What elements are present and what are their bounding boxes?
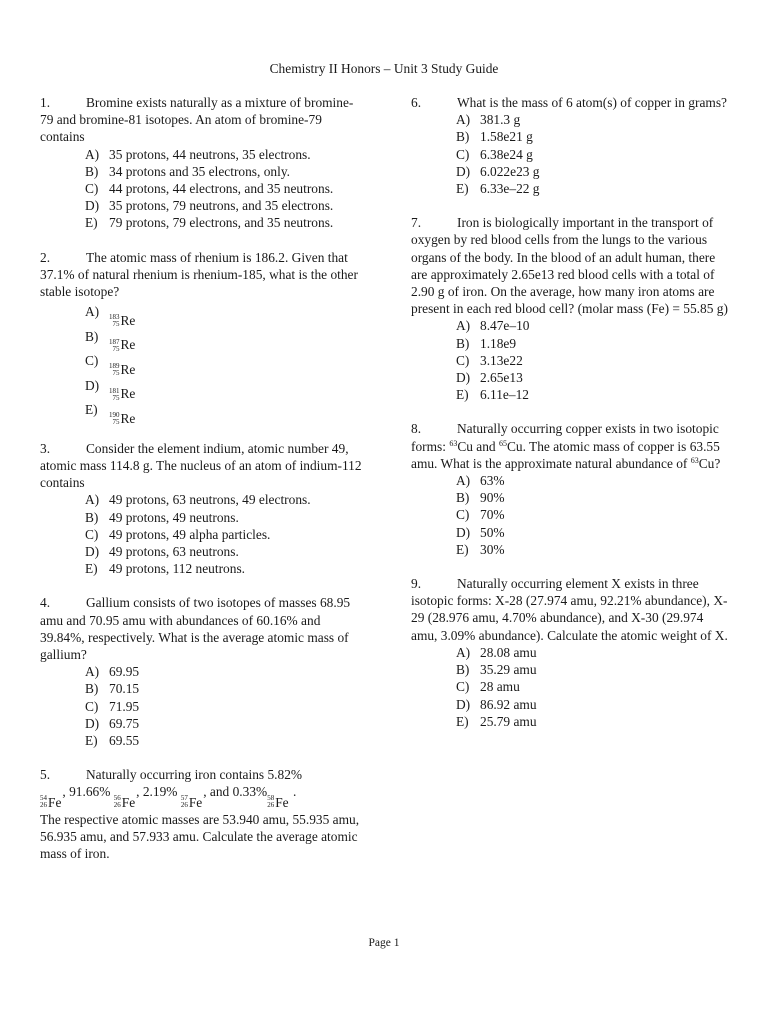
question-stem: Naturally occurring element X exists in three isotopic forms: X-28 (27.974 amu, 92.21% abundance), X-29 (28.976 amu, 4.70% abundance), and X-30 (29.974 amu, 3.09% abundance). Calculate the atomic weight of X. [411, 576, 728, 643]
answer-option-c[interactable]: C) 70% [456, 507, 505, 523]
nuclide-symbol: 190 75 Re [109, 410, 136, 427]
nuclide-symbol: 58 26 Fe [267, 794, 289, 810]
question-stem: Iron is biologically important in the transport of oxygen by red blood cells from the lungs to the various organs of the body. In the blood of an adult human, there are approximately 2.65e13 red blood cells with a total of 2.90 g of iron. On the average, how many iron atoms are present in each red blood cell? (molar mass (Fe) = 55.85 g) [411, 215, 728, 317]
question-6 [411, 94, 733, 197]
question-number: 5. [40, 767, 51, 783]
question-number: 8. [411, 421, 422, 437]
answer-option-e[interactable]: E) 190 75 Re [40, 398, 362, 423]
answer-options [40, 300, 362, 427]
answer-option-d[interactable]: D) 69.75 [85, 715, 140, 731]
question-stem: Naturally occurring iron contains 5.82% [86, 767, 303, 783]
answer-option-c[interactable]: C) 71.95 [85, 698, 140, 714]
answer-option-b[interactable]: B) 49 protons, 49 neutrons. [85, 509, 239, 525]
nuclide-symbol: 54 26 Fe [40, 794, 62, 810]
question-7 [411, 214, 733, 403]
question-stem: Bromine exists naturally as a mixture of bromine-79 and bromine-81 isotopes. An atom of bromine-79 contains [40, 95, 354, 145]
question-1 [40, 94, 362, 232]
isotope-mass-superscript: 63 [690, 455, 699, 465]
answer-option-b[interactable]: B) 1.18e9 [456, 335, 517, 351]
right-column [411, 94, 733, 747]
answer-option-c[interactable]: C) 49 protons, 49 alpha particles. [85, 526, 271, 542]
answer-options [40, 146, 362, 232]
question-stem: What is the mass of 6 atom(s) of copper in grams? [457, 95, 727, 110]
question-number: 2. [40, 249, 51, 265]
answer-option-b[interactable]: B) 90% [456, 490, 505, 506]
answer-option-a[interactable]: A) 28.08 amu [456, 644, 537, 660]
question-2 [40, 249, 362, 427]
answer-option-c[interactable]: C) 3.13e22 [456, 352, 523, 368]
answer-option-a[interactable]: A) 183 75 Re [40, 300, 362, 325]
answer-option-b[interactable]: B) 187 75 Re [40, 325, 362, 350]
question-8: 8. Naturally occurring copper exists in two isotopic forms: $^{63}$Cu and $^{65}$Cu. The atomic mass of copper is 63.55 amu. What is the approximate natural abundance of $^{63}$Cu? A) 63% B) 90% C) 70% D) 50% E) 30% [411, 420, 733, 558]
answer-option-c[interactable]: C) 28 amu [456, 679, 520, 695]
question-number: 3. [40, 440, 51, 456]
answer-option-d[interactable]: D) 35 protons, 79 neutrons, and 35 electrons. [85, 198, 334, 214]
question-stem-continued: The respective atomic masses are 53.940 amu, 55.935 amu, 56.935 amu, and 57.933 amu. Calculate the average atomic mass of iron. [40, 812, 360, 862]
left-column [40, 94, 362, 880]
question-stem: The atomic mass of rhenium is 186.2. Given that 37.1% of natural rhenium is rhenium-185, what is the other stable isotope? [40, 249, 358, 300]
answer-option-a[interactable]: A) 49 protons, 63 neutrons, 49 electrons. [85, 492, 311, 508]
answer-option-b[interactable]: B) 35.29 amu [456, 662, 537, 678]
answer-option-b[interactable]: B) 70.15 [85, 681, 140, 697]
question-number: 6. [411, 95, 422, 110]
answer-options [40, 663, 362, 749]
answer-option-c[interactable]: C) 6.38e24 g [456, 146, 533, 162]
answer-options [40, 491, 362, 577]
answer-options [411, 111, 733, 197]
question-number: 1. [40, 95, 51, 110]
nuclide-symbol: 56 26 Fe [113, 794, 136, 810]
question-stem: Consider the element indium, atomic number 49, atomic mass 114.8 g. The nucleus of an atom of indium-112 contains [40, 440, 362, 491]
answer-option-d[interactable]: D) 2.65e13 [456, 370, 523, 386]
answer-option-c[interactable]: C) 44 protons, 44 electrons, and 35 neutrons. [85, 181, 334, 197]
page-title: Chemistry II Honors – Unit 3 Study Guide [269, 61, 499, 76]
answer-option-a[interactable]: A) 8.47e–10 [456, 318, 530, 334]
answer-option-e[interactable]: E) 79 protons, 79 electrons, and 35 neutrons. [85, 215, 334, 231]
answer-option-b[interactable]: B) 1.58e21 g [456, 129, 533, 145]
answer-option-e[interactable]: E) 69.55 [85, 732, 140, 748]
isotope-mass-superscript: 63 [449, 438, 458, 448]
question-number: 9. [411, 576, 422, 592]
answer-option-a[interactable]: A) 381.3 g [456, 112, 521, 128]
question-stem: Naturally occurring copper exists in two isotopic forms: [411, 421, 719, 454]
nuclide-symbol: 181 75 Re [109, 386, 136, 402]
nuclide-symbol: 189 75 Re [109, 361, 136, 378]
answer-option-c[interactable]: C) 189 75 Re [40, 349, 362, 374]
nuclide-symbol: 57 26 Fe [180, 794, 203, 810]
answer-options [411, 644, 733, 730]
question-9 [411, 575, 733, 730]
answer-option-b[interactable]: B) 34 protons and 35 electrons, only. [85, 163, 290, 179]
answer-option-e[interactable]: E) 6.33e–22 g [456, 181, 540, 197]
nuclide-symbol: 183 75 Re [109, 312, 136, 329]
answer-option-e[interactable]: E) 49 protons, 112 neutrons. [85, 561, 246, 577]
question-stem: Gallium consists of two isotopes of masses 68.95 amu and 70.95 amu with abundances of 60.16% and 39.84%, respectively. What is the average atomic mass of gallium? [40, 595, 351, 662]
answer-options [411, 317, 733, 403]
answer-option-d[interactable]: D) 181 75 Re [40, 374, 362, 399]
question-number: 4. [40, 595, 51, 611]
question-5: 5. Naturally occurring iron contains 5.82% 54 26 Fe , 91.66% 56 26 Fe , 2.19% 57 26 Fe , and 0.33% 58 26 Fe . The respective atomic masses are 53.940 amu, 55.935 amu, 56.935 amu, and 57.933 amu. Calculate the average atomic mass of iron. [40, 767, 360, 862]
answer-option-a[interactable]: A) 35 protons, 44 neutrons, 35 electrons. [85, 146, 311, 162]
nuclide-symbol: 187 75 Re [109, 337, 136, 353]
answer-option-d[interactable]: D) 6.022e23 g [456, 163, 540, 179]
answer-option-e[interactable]: E) 6.11e–12 [456, 387, 529, 403]
answer-option-d[interactable]: D) 49 protons, 63 neutrons. [85, 543, 239, 559]
answer-option-d[interactable]: D) 86.92 amu [456, 696, 537, 712]
question-number: 7. [411, 215, 422, 231]
isotope-mass-superscript: 65 [498, 438, 507, 448]
answer-option-a[interactable]: A) 69.95 [85, 664, 140, 680]
answer-option-a[interactable]: A) 63% [456, 473, 505, 489]
page-number: Page 1 [368, 937, 400, 949]
answer-option-e[interactable]: E) 25.79 amu [456, 713, 537, 729]
answer-option-d[interactable]: D) 50% [456, 524, 505, 540]
question-3 [40, 440, 362, 578]
answer-options [411, 472, 733, 558]
answer-option-e[interactable]: E) 30% [456, 541, 505, 557]
question-4 [40, 594, 362, 749]
